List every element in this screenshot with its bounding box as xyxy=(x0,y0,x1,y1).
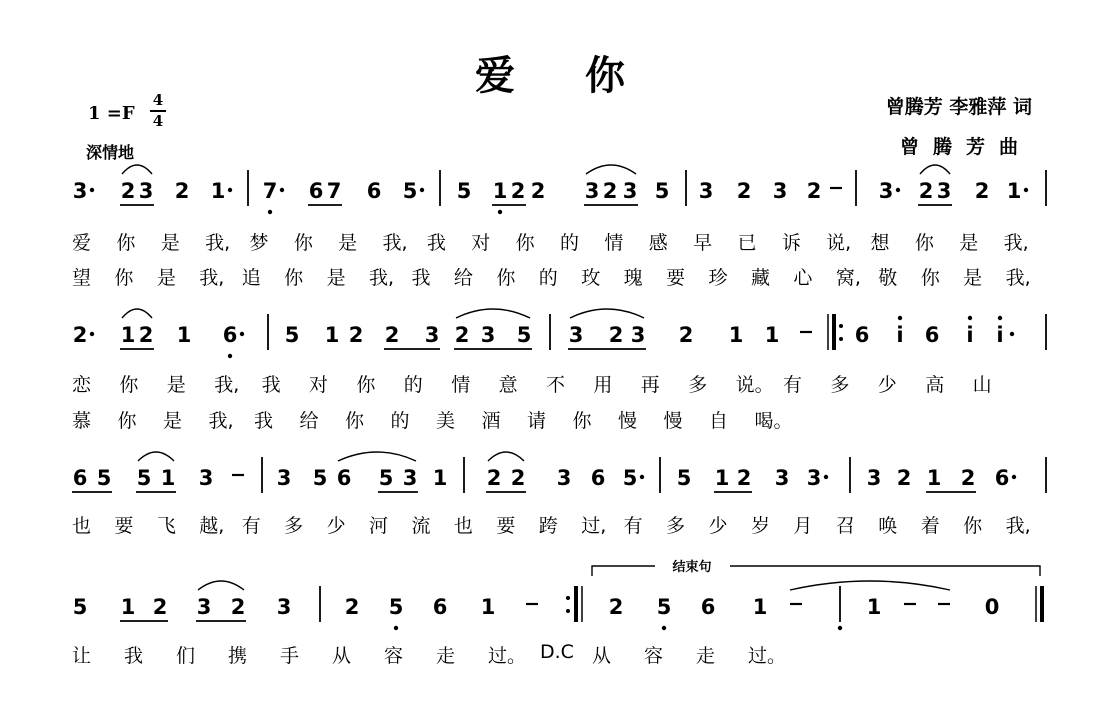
repeat-dot xyxy=(566,596,570,600)
note-digit: 5 xyxy=(72,595,88,619)
note-digit: 7 xyxy=(262,179,278,203)
lyric-verse2: 是 xyxy=(963,267,983,289)
lyric-verse2: 酒 xyxy=(481,410,501,432)
augmentation-dot xyxy=(420,188,424,192)
note-digit: 3 xyxy=(276,595,292,619)
lyric-verse1: 我, xyxy=(205,232,231,254)
lyric-verse2: 你 xyxy=(284,267,304,289)
note-digit: 3 xyxy=(138,179,154,203)
lyric-verse1: 我, xyxy=(382,232,408,254)
lyric-verse1: 召 xyxy=(835,515,855,537)
lyric-verse1: 我 xyxy=(124,645,144,667)
lyric-verse1: 过。 xyxy=(748,645,787,667)
note-digit: 5 xyxy=(96,466,112,490)
slur-arc xyxy=(198,581,244,590)
lyric-verse1: 已 xyxy=(737,232,757,254)
augmentation-dot xyxy=(824,475,828,479)
note-digit: 5 xyxy=(656,595,672,619)
lyric-verse1: 跨 xyxy=(538,515,558,537)
lyric-verse1: 流 xyxy=(411,515,431,537)
note-digit: 5 xyxy=(402,179,418,203)
note-digit: 5 xyxy=(284,323,300,347)
note-digit: 2 xyxy=(138,323,154,347)
note-digit: 3 xyxy=(936,179,952,203)
note-digit: 1 xyxy=(1006,179,1022,203)
lyric-verse2: 望 xyxy=(72,267,92,289)
lyric-verse2: 请 xyxy=(527,410,547,432)
note-digit: 3 xyxy=(402,466,418,490)
augmentation-dot xyxy=(90,188,94,192)
lyric-verse1: 是 xyxy=(166,374,186,396)
lyric-verse1: 你 xyxy=(119,374,139,396)
lyric-verse1: 你 xyxy=(356,374,376,396)
lyric-verse1: 是 xyxy=(338,232,358,254)
lyric-verse1: 也 xyxy=(72,515,92,537)
note-digit: 1 xyxy=(728,323,744,347)
lyric-verse1: 感 xyxy=(648,232,668,254)
lyric-verse2: 心 xyxy=(793,267,813,289)
note-digit: 1 xyxy=(120,323,136,347)
lyric-verse1: 多 xyxy=(284,515,304,537)
lyric-verse1: 容 xyxy=(384,645,404,667)
lyric-verse1: 走 xyxy=(436,645,456,667)
lyric-verse1: 早 xyxy=(693,232,713,254)
lyric-verse1: 的 xyxy=(560,232,580,254)
lyric-verse1: 不 xyxy=(546,374,566,396)
note-digit: 2 xyxy=(486,466,502,490)
meter-bottom: 4 xyxy=(152,112,164,130)
lyric-verse2: 我 xyxy=(254,410,274,432)
slur-arc xyxy=(488,452,524,461)
note-digit: 5 xyxy=(378,466,394,490)
lyric-verse2: 珍 xyxy=(708,267,728,289)
note-digit: i xyxy=(966,323,974,347)
lyric-verse2: 给 xyxy=(299,410,319,432)
note-digit: 3 xyxy=(424,323,440,347)
repeat-dot xyxy=(566,609,570,613)
composer-credit: 曾腾芳曲 xyxy=(899,136,1032,158)
note-digit: 6 xyxy=(854,323,870,347)
note-digit: 2 xyxy=(230,595,246,619)
augmentation-dot xyxy=(240,332,244,336)
note-digit: 2 xyxy=(384,323,400,347)
note-digit: 1 xyxy=(160,466,176,490)
note-digit: 3 xyxy=(198,466,214,490)
note-digit: 6 xyxy=(72,466,88,490)
lyric-verse1: 你 xyxy=(116,232,136,254)
lyric-verse2: 窝, xyxy=(835,267,861,289)
lyric-verse1: 你 xyxy=(293,232,313,254)
note-digit: 1 xyxy=(210,179,226,203)
note-digit: 3 xyxy=(568,323,584,347)
note-digit: 2 xyxy=(918,179,934,203)
lyric-verse1: 越, xyxy=(199,515,225,537)
lyric-verse2: 你 xyxy=(114,267,134,289)
tempo-mark: 深情地 xyxy=(86,143,135,162)
note-digit: 1 xyxy=(866,595,882,619)
augmentation-dot xyxy=(280,188,284,192)
slur-arc xyxy=(920,165,950,174)
lyric-verse2: 喝。 xyxy=(754,410,793,432)
lyric-verse1: 意 xyxy=(498,374,518,396)
lyric-verse2: 我, xyxy=(208,410,234,432)
lyric-verse2: 我, xyxy=(1005,267,1031,289)
note-digit: 1 xyxy=(432,466,448,490)
lyric-verse2: 慕 xyxy=(72,410,92,432)
slur-arc xyxy=(456,309,530,318)
note-digit: 3 xyxy=(698,179,714,203)
note-digit: 6 xyxy=(336,466,352,490)
lyric-verse2: 我 xyxy=(411,267,431,289)
low-octave-dot xyxy=(268,210,272,214)
slur-arc xyxy=(122,309,152,318)
lyric-verse1: 让 xyxy=(72,645,92,667)
note-digit: 1 xyxy=(752,595,768,619)
lyric-verse2: 你 xyxy=(920,267,940,289)
note-digit: 6 xyxy=(924,323,940,347)
note-digit: 3 xyxy=(72,179,88,203)
augmentation-dot xyxy=(640,475,644,479)
lyric-verse1: 多 xyxy=(666,515,686,537)
lyric-verse2: 美 xyxy=(436,410,456,432)
lyric-verse1: 月 xyxy=(793,515,813,537)
note-digit: 2 xyxy=(736,179,752,203)
lyric-verse1: 你 xyxy=(914,232,934,254)
note-digit: 2 xyxy=(120,179,136,203)
note-digit: 2 xyxy=(960,466,976,490)
lyric-verse1: 用 xyxy=(593,374,613,396)
note-digit: 2 xyxy=(736,466,752,490)
note-digit: 1 xyxy=(492,179,508,203)
lyric-verse2: 我, xyxy=(199,267,225,289)
note-digit: 2 xyxy=(348,323,364,347)
lyric-verse1: 也 xyxy=(453,515,473,537)
lyric-verse1: 多 xyxy=(688,374,708,396)
lyric-verse2: 慢 xyxy=(618,410,638,432)
meter-top: 4 xyxy=(152,91,164,109)
note-digit: 3 xyxy=(878,179,894,203)
note-digit: 5 xyxy=(676,466,692,490)
note-digit: 6 xyxy=(308,179,324,203)
coda-bracket-right xyxy=(730,566,1040,576)
song-title: 爱你 xyxy=(475,53,695,99)
lyric-verse2: 玫 xyxy=(581,267,601,289)
note-digit: 2 xyxy=(152,595,168,619)
lyric-verse1: 容 xyxy=(644,645,664,667)
lyric-verse1: 少 xyxy=(326,515,346,537)
augmentation-dot xyxy=(1024,188,1028,192)
high-octave-dot xyxy=(998,316,1002,320)
note-digit: 5 xyxy=(388,595,404,619)
augmentation-dot xyxy=(1010,332,1014,336)
lyric-verse1: 对 xyxy=(471,232,491,254)
note-digit: 1 xyxy=(714,466,730,490)
note-digit: 6 xyxy=(366,179,382,203)
lyric-verse1: 你 xyxy=(515,232,535,254)
lyric-verse1: 手 xyxy=(280,645,300,667)
note-digit: 2 xyxy=(454,323,470,347)
lyric-verse2: 你 xyxy=(572,410,592,432)
lyric-verse1: 我 xyxy=(426,232,446,254)
note-digit: i xyxy=(896,323,904,347)
lyric-verse1: 情 xyxy=(451,374,471,396)
lyric-verse2: 是 xyxy=(326,267,346,289)
lyric-verse2: 是 xyxy=(156,267,176,289)
note-digit: 3 xyxy=(630,323,646,347)
note-digit: 6 xyxy=(222,323,238,347)
lyric-verse1: 河 xyxy=(369,515,389,537)
key-signature: 1 =F xyxy=(88,103,135,124)
low-octave-dot xyxy=(838,626,842,630)
repeat-dot xyxy=(839,324,843,328)
coda-label: 结束句 xyxy=(672,560,712,575)
lyric-verse1: 我, xyxy=(1003,232,1029,254)
lyric-verse2: 你 xyxy=(117,410,137,432)
lyric-verse2: 瑰 xyxy=(623,267,643,289)
lyric-verse1: 诉 xyxy=(781,232,801,254)
note-digit: 3 xyxy=(622,179,638,203)
lyricist-credit: 曾腾芳 李雅萍 词 xyxy=(885,96,1032,118)
lyric-verse1: 少 xyxy=(708,515,728,537)
lyric-verse1: 梦 xyxy=(249,232,269,254)
note-digit: 0 xyxy=(984,595,1000,619)
slur-arc xyxy=(586,165,636,174)
augmentation-dot xyxy=(228,188,232,192)
note-digit: 3 xyxy=(774,466,790,490)
lyric-verse1: 唤 xyxy=(878,515,898,537)
lyric-verse1: 岁 xyxy=(750,515,770,537)
lyric-verse2: 要 xyxy=(666,267,686,289)
lyric-verse1: 我, xyxy=(1005,515,1031,537)
lyric-verse1: 是 xyxy=(959,232,979,254)
augmentation-dot xyxy=(896,188,900,192)
note-digit: 3 xyxy=(480,323,496,347)
augmentation-dot xyxy=(1012,475,1016,479)
note-digit: 2 xyxy=(806,179,822,203)
note-digit: 6 xyxy=(432,595,448,619)
lyric-verse1: 我, xyxy=(214,374,240,396)
slur-arc xyxy=(790,581,950,590)
note-digit: 2 xyxy=(510,466,526,490)
note-digit: 2 xyxy=(510,179,526,203)
note-digit: 2 xyxy=(174,179,190,203)
note-digit: 6 xyxy=(994,466,1010,490)
high-octave-dot xyxy=(968,316,972,320)
lyric-verse2: 自 xyxy=(709,410,729,432)
lyric-verse1: 的 xyxy=(403,374,423,396)
lyric-verse1: D.C xyxy=(540,641,574,663)
note-digit: 1 xyxy=(324,323,340,347)
slur-arc xyxy=(122,165,152,174)
lyric-verse2: 是 xyxy=(163,410,183,432)
note-digit: 2 xyxy=(608,323,624,347)
lyric-verse1: 要 xyxy=(496,515,516,537)
note-digit: 3 xyxy=(196,595,212,619)
repeat-dot xyxy=(839,337,843,341)
low-octave-dot xyxy=(394,626,398,630)
lyric-verse1: 山 xyxy=(972,374,992,396)
note-digit: 6 xyxy=(590,466,606,490)
lyric-verse2: 给 xyxy=(453,267,473,289)
lyric-verse2: 的 xyxy=(538,267,558,289)
lyric-verse2: 慢 xyxy=(663,410,683,432)
note-digit: 2 xyxy=(72,323,88,347)
lyric-verse1: 过, xyxy=(581,515,607,537)
lyric-verse1: 少 xyxy=(877,374,897,396)
lyric-verse2: 敬 xyxy=(878,267,898,289)
note-digit: i xyxy=(996,323,1004,347)
lyric-verse1: 有 xyxy=(783,374,803,396)
lyric-verse2: 我, xyxy=(369,267,395,289)
slur-arc xyxy=(338,452,416,461)
note-digit: 3 xyxy=(806,466,822,490)
note-digit: 3 xyxy=(772,179,788,203)
lyric-verse2: 你 xyxy=(345,410,365,432)
note-digit: 3 xyxy=(276,466,292,490)
high-octave-dot xyxy=(898,316,902,320)
lyric-verse1: 有 xyxy=(623,515,643,537)
lyric-verse1: 是 xyxy=(160,232,180,254)
note-digit: 3 xyxy=(584,179,600,203)
note-digit: 6 xyxy=(700,595,716,619)
lyric-verse2: 你 xyxy=(496,267,516,289)
lyric-verse1: 说。 xyxy=(735,374,774,396)
lyric-verse1: 对 xyxy=(309,374,329,396)
lyric-verse1: 飞 xyxy=(156,515,176,537)
lyric-verse1: 过。 xyxy=(488,645,527,667)
note-digit: 5 xyxy=(654,179,670,203)
note-digit: 3 xyxy=(556,466,572,490)
note-digit: 2 xyxy=(896,466,912,490)
slur-arc xyxy=(570,309,644,318)
note-digit: 7 xyxy=(326,179,342,203)
augmentation-dot xyxy=(90,332,94,336)
lyric-verse1: 携 xyxy=(228,645,248,667)
lyric-verse1: 爱 xyxy=(72,232,92,254)
lyric-verse2: 的 xyxy=(390,410,410,432)
note-digit: 3 xyxy=(866,466,882,490)
lyric-verse1: 从 xyxy=(332,645,352,667)
note-digit: 2 xyxy=(602,179,618,203)
lyric-verse1: 想 xyxy=(870,232,890,254)
note-digit: 5 xyxy=(516,323,532,347)
lyric-verse1: 走 xyxy=(696,645,716,667)
lyric-verse2: 追 xyxy=(241,267,261,289)
lyric-verse1: 你 xyxy=(963,515,983,537)
lyric-verse1: 说, xyxy=(826,232,852,254)
lyric-verse1: 我 xyxy=(261,374,281,396)
note-digit: 1 xyxy=(176,323,192,347)
lyric-verse1: 高 xyxy=(925,374,945,396)
low-octave-dot xyxy=(498,210,502,214)
note-digit: 1 xyxy=(926,466,942,490)
lyric-verse2: 藏 xyxy=(750,267,770,289)
note-digit: 2 xyxy=(678,323,694,347)
lyric-verse1: 要 xyxy=(114,515,134,537)
lyric-verse1: 多 xyxy=(830,374,850,396)
note-digit: 2 xyxy=(530,179,546,203)
coda-bracket-left xyxy=(592,566,655,576)
lyric-verse1: 从 xyxy=(592,645,612,667)
note-digit: 5 xyxy=(456,179,472,203)
note-digit: 5 xyxy=(312,466,328,490)
lyric-verse1: 有 xyxy=(241,515,261,537)
low-octave-dot xyxy=(228,354,232,358)
note-digit: 5 xyxy=(136,466,152,490)
note-digit: 1 xyxy=(120,595,136,619)
note-digit: 2 xyxy=(608,595,624,619)
low-octave-dot xyxy=(662,626,666,630)
note-digit: 5 xyxy=(622,466,638,490)
lyric-verse1: 们 xyxy=(176,645,196,667)
lyric-verse1: 恋 xyxy=(72,374,92,396)
note-digit: 2 xyxy=(974,179,990,203)
lyric-verse1: 情 xyxy=(604,232,624,254)
note-digit: 1 xyxy=(764,323,780,347)
lyric-verse1: 再 xyxy=(640,374,660,396)
note-digit: 2 xyxy=(344,595,360,619)
note-digit: 1 xyxy=(480,595,496,619)
slur-arc xyxy=(138,452,174,461)
lyric-verse1: 着 xyxy=(920,515,940,537)
